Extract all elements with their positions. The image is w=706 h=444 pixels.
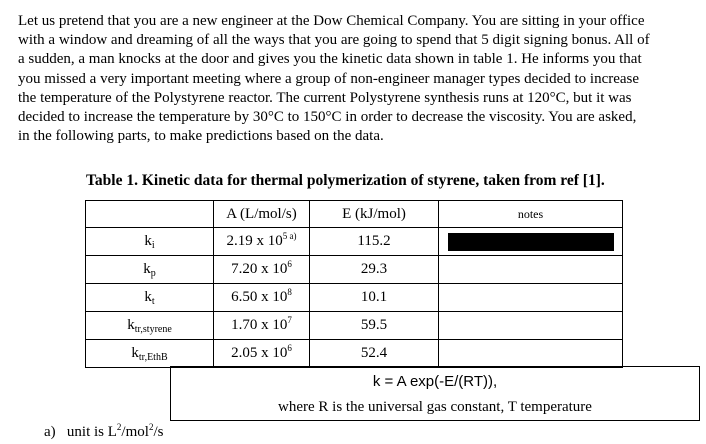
header-cell-e: E (kJ/mol) [310,201,439,228]
e-value-cell: 52.4 [310,340,439,368]
rate-constant-subscript: tr,styrene [134,324,172,335]
e-value-cell: 29.3 [310,256,439,284]
footnote-marker: a) [44,424,56,440]
rate-constant-subscript: p [150,268,156,279]
rate-constant-symbol: k [144,289,152,305]
rate-constant-symbol: k [131,345,139,361]
table-footnote [44,424,163,441]
rate-constant-symbol: k [127,317,135,333]
rate-constant-subscript: t [151,296,155,307]
table-row [86,284,623,312]
equation-box [170,366,700,421]
a-value-cell [214,228,310,256]
a-mantissa: 2.19 x 10 [226,233,283,249]
a-exponent: 8 [287,287,292,297]
table-row [86,256,623,284]
paragraph-line: with a window and dreaming of all the ways that you are going to spend that 5 digit signing bonus. All of [18,32,650,49]
a-mantissa: 7.20 x 10 [231,261,288,277]
a-value-cell [214,284,310,312]
notes-cell [439,228,623,256]
a-exponent: 5 [282,231,288,241]
footnote-ref: a) [287,231,297,241]
a-mantissa: 2.05 x 10 [231,345,288,361]
paragraph-line: the temperature of the Polystyrene reactor. The current Polystyrene synthesis runs at 120°C, but it was [18,89,632,106]
table-row [86,340,623,368]
notes-cell [439,256,623,284]
a-exponent: 7 [287,315,292,325]
rate-constant-symbol: k [144,233,152,249]
footnote-exponent: 2 [116,422,122,432]
table-caption: Table 1. Kinetic data for thermal polymerization of styrene, taken from ref [1]. [86,172,605,189]
rate-constant-subscript: tr,EthB [138,352,168,363]
rate-constant-cell [86,340,214,368]
rate-constant-cell [86,228,214,256]
rate-constant-cell [86,312,214,340]
footnote-text: /mol [121,424,149,440]
footnote-exponent: 2 [148,422,154,432]
paragraph-line: Let us pretend that you are a new engineer at the Dow Chemical Company. You are sitting in your office [18,13,645,29]
a-exponent: 6 [287,343,292,353]
paragraph-line: decided to increase the temperature by 30°C to 150°C in order to decrease the viscosity. You are asked, [18,109,637,126]
table-header-row [86,201,623,228]
problem-paragraph [18,12,698,146]
e-value-cell: 115.2 [310,228,439,256]
footnote-text: /s [153,424,164,440]
paragraph-line: a sudden, a man knocks at the door and gives you the kinetic data shown in table 1. He informs you that [18,51,642,68]
paragraph-line: you missed a very important meeting where a group of non-engineer manager types decided to increase [18,70,640,87]
rate-constant-cell [86,256,214,284]
header-cell-notes: notes [439,201,623,228]
rate-constant-cell [86,284,214,312]
kinetic-data-table [85,200,623,368]
a-value-cell [214,312,310,340]
notes-cell [439,312,623,340]
header-cell-a: A (L/mol/s) [214,201,310,228]
table-row [86,312,623,340]
redaction-bar [448,233,614,251]
footnote-text: unit is L [66,424,117,440]
a-exponent: 6 [287,259,292,269]
a-value-cell [214,340,310,368]
notes-cell [439,340,623,368]
paragraph-line: in the following parts, to make predictions based on the data. [18,128,384,145]
rate-constant-symbol: k [143,261,151,277]
header-cell-rate-constant [86,201,214,228]
arrhenius-equation: k = A exp(-E/(RT)), [372,373,498,390]
a-mantissa: 6.50 x 10 [231,289,288,305]
a-mantissa: 1.70 x 10 [231,317,288,333]
e-value-cell: 10.1 [310,284,439,312]
rate-constant-subscript: i [151,240,155,251]
e-value-cell: 59.5 [310,312,439,340]
notes-cell [439,284,623,312]
equation-legend: where R is the universal gas constant, T temperature [278,399,592,415]
table-row [86,228,623,256]
a-value-cell [214,256,310,284]
